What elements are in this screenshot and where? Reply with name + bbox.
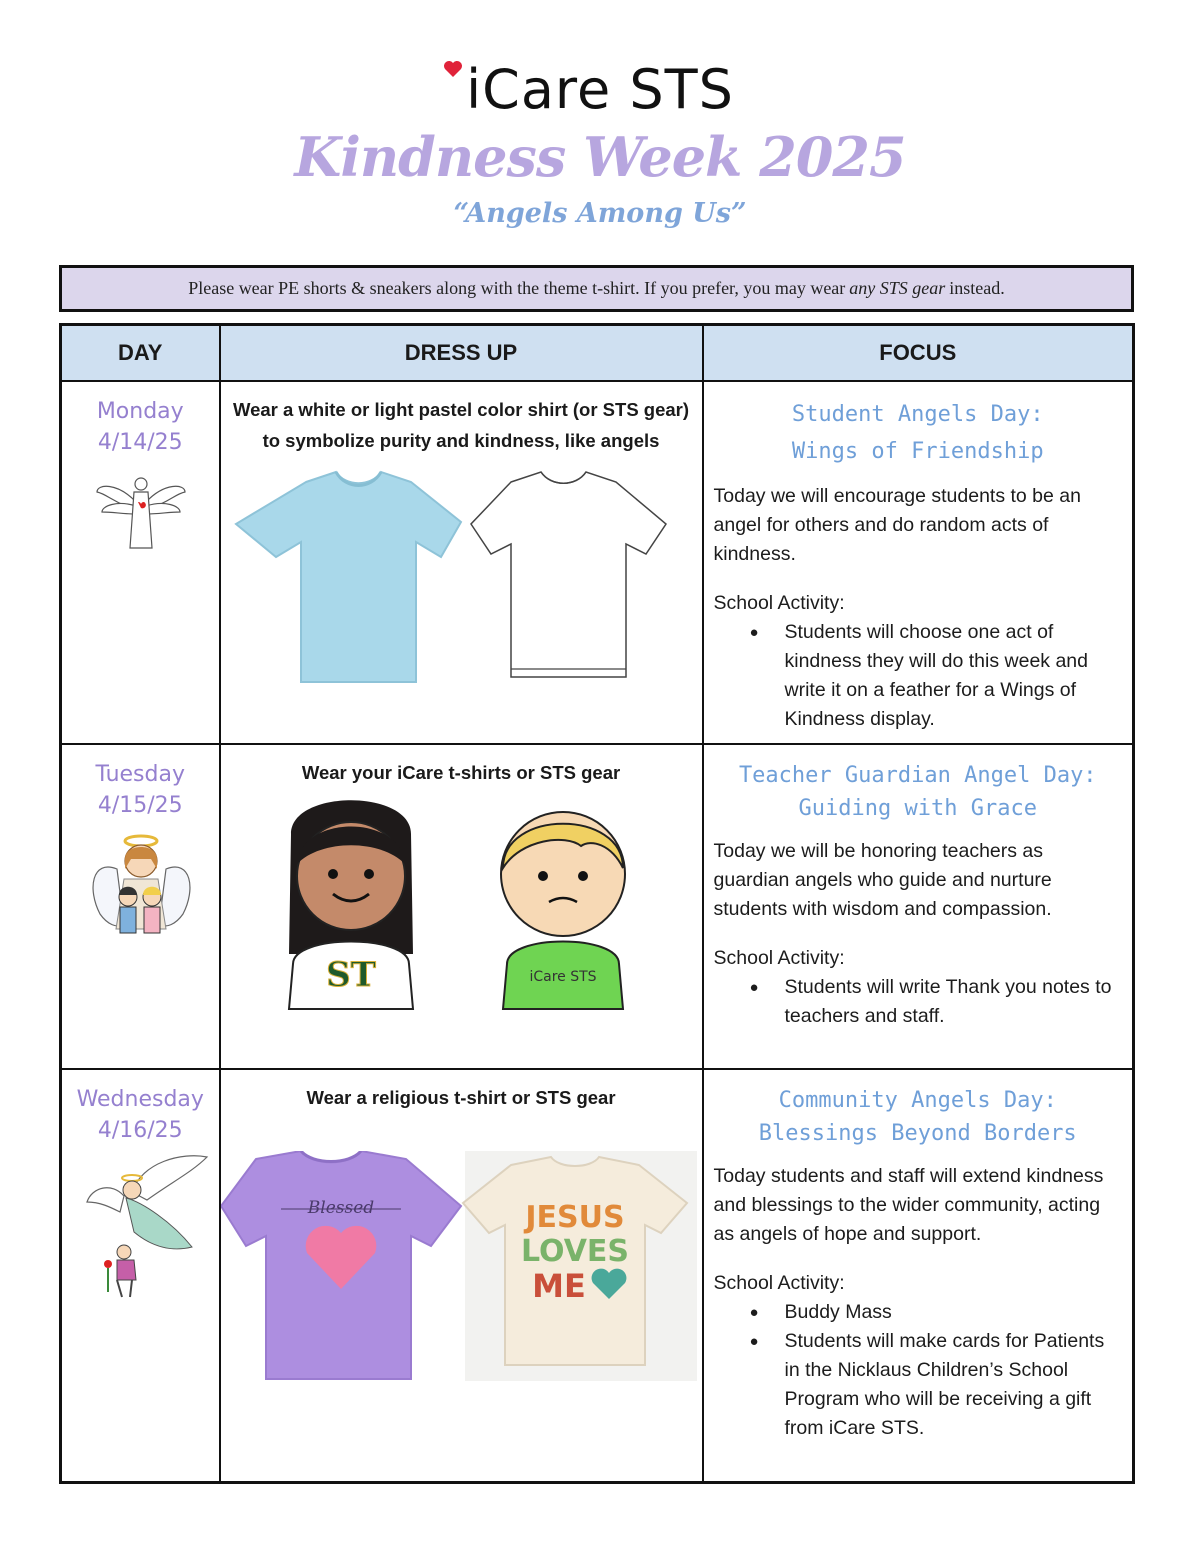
icare-shirt-text: iCare STS <box>528 968 597 985</box>
activity-list <box>714 1298 1123 1443</box>
dress-up-line2: to symbolize purity and kindness, like angels <box>262 429 660 451</box>
day-cell <box>61 744 220 1069</box>
page-title: Kindness Week 2025 <box>294 125 906 189</box>
page-subtitle: “Angels Among Us” <box>453 198 747 229</box>
notice-text-after: instead. <box>949 278 1005 298</box>
notice-text-italic: any STS gear <box>849 278 946 298</box>
focus-title-line1: Community Angels Day: <box>778 1087 1057 1113</box>
focus-title-line2: Blessings Beyond Borders <box>758 1120 1077 1146</box>
day-name: Tuesday <box>95 761 185 787</box>
activity-label: School Activity: <box>713 1271 845 1294</box>
day-cell <box>61 1069 220 1483</box>
header-focus: FOCUS <box>703 325 1134 381</box>
activity-label: School Activity: <box>713 591 845 614</box>
focus-title-line1: Student Angels Day: <box>791 401 1044 427</box>
guardian-angel-icon <box>62 829 221 949</box>
blue-tshirt-image <box>221 462 701 692</box>
table-header-row <box>61 325 1134 381</box>
focus-title-line2: Wings of Friendship <box>791 438 1044 464</box>
dress-up-cell <box>220 381 703 744</box>
list-item: ● Students will write Thank you notes to teachers and staff. <box>750 973 1123 1031</box>
blessed-shirt-text: Blessed <box>307 1197 374 1218</box>
activity-list <box>714 618 1123 734</box>
angel-icon <box>62 462 221 552</box>
header-dress-up: DRESS UP <box>220 325 703 381</box>
focus-cell <box>703 381 1134 744</box>
focus-text: Today we will be honoring teachers as guardian angels who guide and nurture students with wisdom and compassion. <box>713 839 1052 920</box>
dress-up-line1: Wear your iCare t-shirts or STS gear <box>301 761 621 783</box>
header-day: DAY <box>61 325 220 381</box>
dress-up-line1: Wear a religious t-shirt or STS gear <box>306 1086 616 1108</box>
jesus-shirt-text: JESUS <box>524 1199 625 1235</box>
day-date: 4/16/25 <box>97 1117 183 1143</box>
kids-in-tshirts-image <box>221 794 701 1019</box>
flying-angel-icon <box>62 1152 221 1312</box>
heart-icon <box>443 60 463 78</box>
day-name: Wednesday <box>76 1086 204 1112</box>
st-shirt-logo: ST <box>325 954 376 995</box>
day-cell <box>61 381 220 744</box>
focus-cell <box>703 1069 1134 1483</box>
dress-up-cell <box>220 1069 703 1483</box>
logo-text: iCare STS <box>466 58 734 121</box>
me-shirt-text: ME <box>531 1266 586 1305</box>
dress-up-line1: Wear a white or light pastel color shirt (or STS gear) <box>232 398 690 420</box>
focus-title-line2: Guiding with Grace <box>798 795 1037 821</box>
activity-label: School Activity: <box>713 946 845 969</box>
list-item: ● Buddy Mass <box>750 1298 1123 1327</box>
notice-text-before: Please wear PE shorts & sneakers along with the theme t-shirt. If you prefer, you may wear <box>188 278 846 298</box>
table-row <box>61 1069 1134 1483</box>
schedule-table <box>59 323 1135 1484</box>
list-item: ● Students will make cards for Patients in the Nicklaus Children’s School Program who will be receiving a gift from iCare STS. <box>750 1327 1123 1443</box>
table-row <box>61 381 1134 744</box>
list-item: ● Students will choose one act of kindness they will do this week and write it on a feather for a Wings of Kindness display. <box>750 618 1123 734</box>
dress-up-cell <box>220 744 703 1069</box>
day-name: Monday <box>96 398 184 424</box>
religious-tshirts-image <box>221 1151 704 1381</box>
activity-list <box>714 973 1123 1031</box>
focus-text: Today students and staff will extend kindness and blessings to the wider community, acting as angels of hope and support. <box>713 1164 1104 1245</box>
focus-title-line1: Teacher Guardian Angel Day: <box>738 762 1097 788</box>
day-date: 4/15/25 <box>97 792 183 818</box>
loves-shirt-text: LOVES <box>520 1233 629 1269</box>
icare-logo <box>0 58 1200 121</box>
dress-notice <box>59 265 1134 312</box>
focus-text: Today we will encourage students to be an angel for others and do random acts of kindness. <box>713 484 1081 565</box>
day-date: 4/14/25 <box>97 429 183 455</box>
focus-cell <box>703 744 1134 1069</box>
table-row <box>61 744 1134 1069</box>
